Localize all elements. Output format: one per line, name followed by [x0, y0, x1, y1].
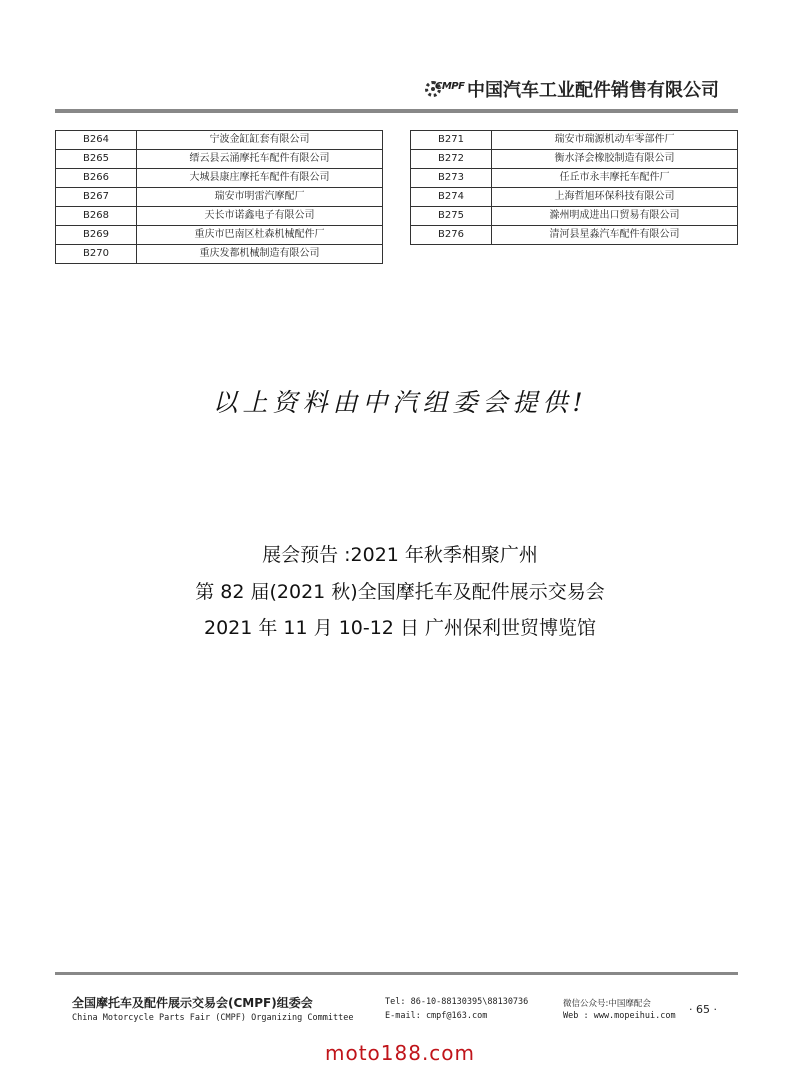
- exhibitor-table-left: [55, 130, 383, 264]
- header-divider: [55, 109, 738, 113]
- footer-tel: Tel: 86-10-88130395\88130736: [385, 997, 529, 1007]
- table-row: [56, 150, 383, 169]
- company-name: 重庆市巴南区杜森机械配件厂: [137, 226, 383, 245]
- booth-code: B265: [56, 150, 137, 169]
- cmpf-logo: [425, 79, 465, 99]
- footer-org-cn: 全国摩托车及配件展示交易会(CMPF)组委会: [72, 996, 313, 1010]
- booth-code: B271: [411, 131, 492, 150]
- table-row: [411, 169, 738, 188]
- booth-code: B273: [411, 169, 492, 188]
- table-row: [56, 245, 383, 264]
- table-row: [411, 131, 738, 150]
- company-name: 衡水泽会橡胶制造有限公司: [492, 150, 738, 169]
- table-row: [411, 188, 738, 207]
- company-title: 中国汽车工业配件销售有限公司: [467, 80, 719, 101]
- company-name: 清河县星淼汽车配件有限公司: [492, 226, 738, 245]
- company-name: 瑞安市明雷汽摩配厂: [137, 188, 383, 207]
- booth-code: B264: [56, 131, 137, 150]
- booth-code: B268: [56, 207, 137, 226]
- watermark: moto188.com: [324, 1041, 476, 1065]
- footer-web: Web : www.mopeihui.com: [563, 1011, 676, 1021]
- booth-code: B267: [56, 188, 137, 207]
- company-name: 宁波金缸缸套有限公司: [137, 131, 383, 150]
- footer-divider: [55, 972, 738, 975]
- footer-email: E-mail: cmpf@163.com: [385, 1011, 488, 1021]
- announcement-line-2: 第 82 届(2021 秋)全国摩托车及配件展示交易会: [195, 581, 605, 603]
- booth-code: B270: [56, 245, 137, 264]
- booth-code: B266: [56, 169, 137, 188]
- table-row: [411, 207, 738, 226]
- booth-code: B272: [411, 150, 492, 169]
- table-row: [56, 226, 383, 245]
- table-row: [411, 226, 738, 245]
- table-row: [56, 188, 383, 207]
- table-row: [56, 169, 383, 188]
- footer-org-en: China Motorcycle Parts Fair (CMPF) Organizing Committee: [72, 1013, 354, 1023]
- table-row: [56, 207, 383, 226]
- booth-code: B276: [411, 226, 492, 245]
- booth-code: B274: [411, 188, 492, 207]
- table-row: [411, 150, 738, 169]
- booth-code: B275: [411, 207, 492, 226]
- announcement-line-3: 2021 年 11 月 10-12 日 广州保利世贸博览馆: [204, 617, 596, 639]
- announcement-line-1: 展会预告 :2021 年秋季相聚广州: [262, 544, 538, 566]
- company-name: 大城县康庄摩托车配件有限公司: [137, 169, 383, 188]
- source-notice: 以上资料由中汽组委会提供!: [212, 388, 588, 417]
- booth-code: B269: [56, 226, 137, 245]
- company-name: 缙云县云涌摩托车配件有限公司: [137, 150, 383, 169]
- company-name: 重庆发都机械制造有限公司: [137, 245, 383, 264]
- logo-text: CMPF: [435, 81, 465, 92]
- exhibitor-table-right: [410, 130, 738, 245]
- footer-wechat: 微信公众号:中国摩配会: [563, 999, 651, 1009]
- table-row: [56, 131, 383, 150]
- company-name: 任丘市永丰摩托车配件厂: [492, 169, 738, 188]
- company-name: 天长市诺鑫电子有限公司: [137, 207, 383, 226]
- company-name: 上海哲旭环保科技有限公司: [492, 188, 738, 207]
- company-name: 滁州明成进出口贸易有限公司: [492, 207, 738, 226]
- company-name: 瑞安市瑞源机动车零部件厂: [492, 131, 738, 150]
- page-number: · 65 ·: [689, 1003, 717, 1016]
